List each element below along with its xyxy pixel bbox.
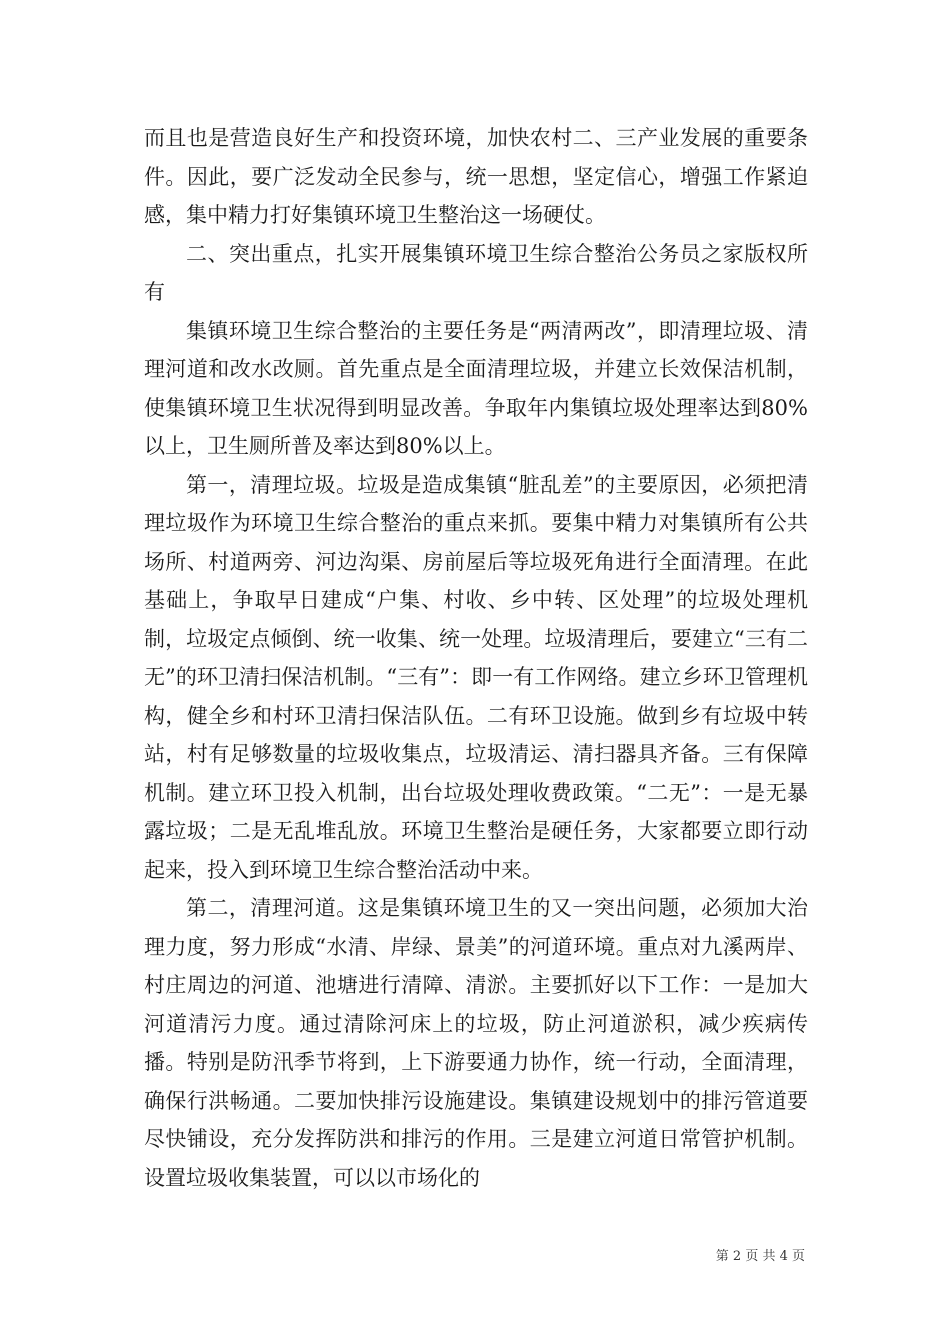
paragraph-continuation: 而且也是营造良好生产和投资环境，加快农村二、三产业发展的重要条件。因此，要广泛发动全民参与，统一思想，坚定信心，增强工作紧迫感，集中精力打好集镇环境卫生整治这一场硬仗。	[144, 126, 808, 227]
document-body	[144, 119, 808, 1197]
section-heading: 二、突出重点，扎实开展集镇环境卫生综合整治公务员之家版权所有	[144, 241, 808, 304]
paragraph-main-tasks: 集镇环境卫生综合整治的主要任务是“两清两改”，即清理垃圾、清理河道和改水改厕。首先重点是全面清理垃圾，并建立长效保洁机制，使集镇环境卫生状况得到明显改善。争取年内集镇垃圾处理率达到80%以上，卫生厕所普及率达到80%以上。	[144, 318, 808, 458]
paragraph-clean-garbage: 第一，清理垃圾。垃圾是造成集镇“脏乱差”的主要原因，必须把清理垃圾作为环境卫生综合整治的重点来抓。要集中精力对集镇所有公共场所、村道两旁、河边沟渠、房前屋后等垃圾死角进行全面清理。在此基础上，争取早日建成“户集、村收、乡中转、区处理”的垃圾处理机制，垃圾定点倾倒、统一收集、统一处理。垃圾清理后，要建立“三有二无”的环卫清扫保洁机制。“三有”：即一有工作网络。建立乡环卫管理机构，健全乡和村环卫清扫保洁队伍。二有环卫设施。做到乡有垃圾中转站，村有足够数量的垃圾收集点，垃圾清运、清扫器具齐备。三有保障机制。建立环卫投入机制，出台垃圾处理收费政策。“二无”：一是无暴露垃圾；二是无乱堆乱放。环境卫生整治是硬任务，大家都要立即行动起来，投入到环境卫生综合整治活动中来。	[144, 472, 808, 882]
page-number-footer: 第 2 页 共 4 页	[715, 1249, 805, 1264]
paragraph-clean-river: 第二，清理河道。这是集镇环境卫生的又一突出问题，必须加大治理力度，努力形成“水清、岸绿、景美”的河道环境。重点对九溪两岸、村庄周边的河道、池塘进行清障、清淤。主要抓好以下工作：一是加大河道清污力度。通过清除河床上的垃圾，防止河道淤积，减少疾病传播。特别是防汛季节将到，上下游要通力协作，统一行动，全面清理，确保行洪畅通。二要加快排污设施建设。集镇建设规划中的排污管道要尽快铺设，充分发挥防洪和排污的作用。三是建立河道日常管护机制。设置垃圾收集装置，可以以市场化的	[144, 896, 808, 1190]
